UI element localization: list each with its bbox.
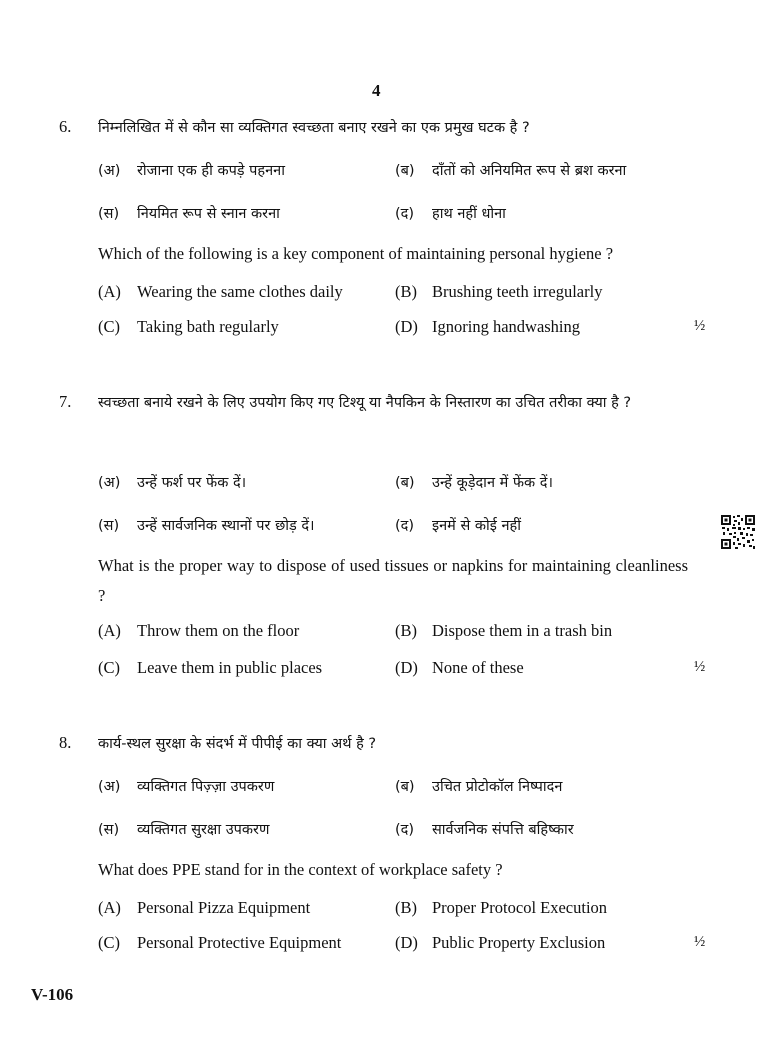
option-label: (C) bbox=[98, 658, 120, 677]
option-label: (द) bbox=[395, 822, 415, 838]
question-text-english: What does PPE stand for in the context of workplace safety ? bbox=[98, 860, 503, 879]
option-label: (C) bbox=[98, 933, 120, 952]
option-text: उचित प्रोटोकॉल निष्पादन bbox=[432, 779, 563, 795]
page-number: 4 bbox=[372, 81, 381, 100]
option-label: (B) bbox=[395, 621, 417, 640]
question-text-english: Which of the following is a key component of maintaining personal hygiene ? bbox=[98, 244, 614, 263]
footer-code: V-106 bbox=[31, 985, 74, 1004]
option-text: Personal Protective Equipment bbox=[137, 933, 342, 952]
question-text-english: What is the proper way to dispose of used tissues or napkins for maintaining cleanliness ? bbox=[98, 556, 688, 605]
option-text: Public Property Exclusion bbox=[432, 933, 606, 952]
option-label: (अ) bbox=[98, 779, 121, 795]
option-label: (A) bbox=[98, 898, 121, 917]
question-number: 6. bbox=[59, 117, 72, 136]
option-label: (A) bbox=[98, 282, 121, 301]
option-text: None of these bbox=[432, 658, 524, 677]
option-label: (द) bbox=[395, 206, 415, 222]
option-label: (A) bbox=[98, 621, 121, 640]
option-text: Proper Protocol Execution bbox=[432, 898, 608, 917]
option-text: रोजाना एक ही कपड़े पहनना bbox=[137, 163, 285, 179]
option-label: (स) bbox=[98, 518, 120, 534]
option-label: (D) bbox=[395, 933, 418, 952]
option-text: दाँतों को अनियमित रूप से ब्रश करना bbox=[432, 163, 627, 179]
option-label: (B) bbox=[395, 282, 417, 301]
option-text: Dispose them in a trash bin bbox=[432, 621, 613, 640]
option-label: (स) bbox=[98, 822, 120, 838]
qr-code-icon bbox=[720, 514, 756, 550]
option-text: Personal Pizza Equipment bbox=[137, 898, 311, 917]
option-label: (D) bbox=[395, 658, 418, 677]
option-text: व्यक्तिगत सुरक्षा उपकरण bbox=[137, 822, 270, 838]
marks: ½ bbox=[694, 659, 706, 675]
question-number: 8. bbox=[59, 733, 72, 752]
option-label: (स) bbox=[98, 206, 120, 222]
question-text-hindi: कार्य-स्थल सुरक्षा के संदर्भ में पीपीई का क्या अर्थ है ? bbox=[98, 736, 377, 752]
question-text-hindi: स्वच्छता बनाये रखने के लिए उपयोग किए गए टिश्यू या नैपकिन के निस्तारण का उचित तरीका क्या है ? bbox=[98, 395, 632, 411]
question-number: 7. bbox=[59, 392, 72, 411]
option-text: Wearing the same clothes daily bbox=[137, 282, 343, 301]
marks: ½ bbox=[694, 934, 706, 950]
option-text: व्यक्तिगत पिज़्ज़ा उपकरण bbox=[137, 779, 275, 795]
option-label: (C) bbox=[98, 317, 120, 336]
option-text: हाथ नहीं धोना bbox=[432, 206, 506, 222]
option-label: (D) bbox=[395, 317, 418, 336]
option-label: (अ) bbox=[98, 475, 121, 491]
marks: ½ bbox=[694, 318, 706, 334]
option-text: Brushing teeth irregularly bbox=[432, 282, 603, 301]
option-label: (द) bbox=[395, 518, 415, 534]
option-label: (ब) bbox=[395, 163, 415, 179]
option-text: Taking bath regularly bbox=[137, 317, 279, 336]
option-text: इनमें से कोई नहीं bbox=[432, 518, 521, 534]
option-text: उन्हें कूड़ेदान में फेंक दें। bbox=[432, 475, 553, 491]
option-label: (B) bbox=[395, 898, 417, 917]
question-text-hindi: निम्नलिखित में से कौन सा व्यक्तिगत स्वच्छता बनाए रखने का एक प्रमुख घटक है ? bbox=[98, 120, 530, 136]
option-text: Throw them on the floor bbox=[137, 621, 300, 640]
option-text: Leave them in public places bbox=[137, 658, 323, 677]
option-text: Ignoring handwashing bbox=[432, 317, 581, 336]
option-text: उन्हें फर्श पर फेंक दें। bbox=[137, 475, 247, 491]
option-label: (अ) bbox=[98, 163, 121, 179]
option-label: (ब) bbox=[395, 475, 415, 491]
option-text: सार्वजनिक संपत्ति बहिष्कार bbox=[432, 822, 574, 838]
option-label: (ब) bbox=[395, 779, 415, 795]
option-text: नियमित रूप से स्नान करना bbox=[137, 206, 280, 222]
option-text: उन्हें सार्वजनिक स्थानों पर छोड़ दें। bbox=[137, 518, 315, 534]
